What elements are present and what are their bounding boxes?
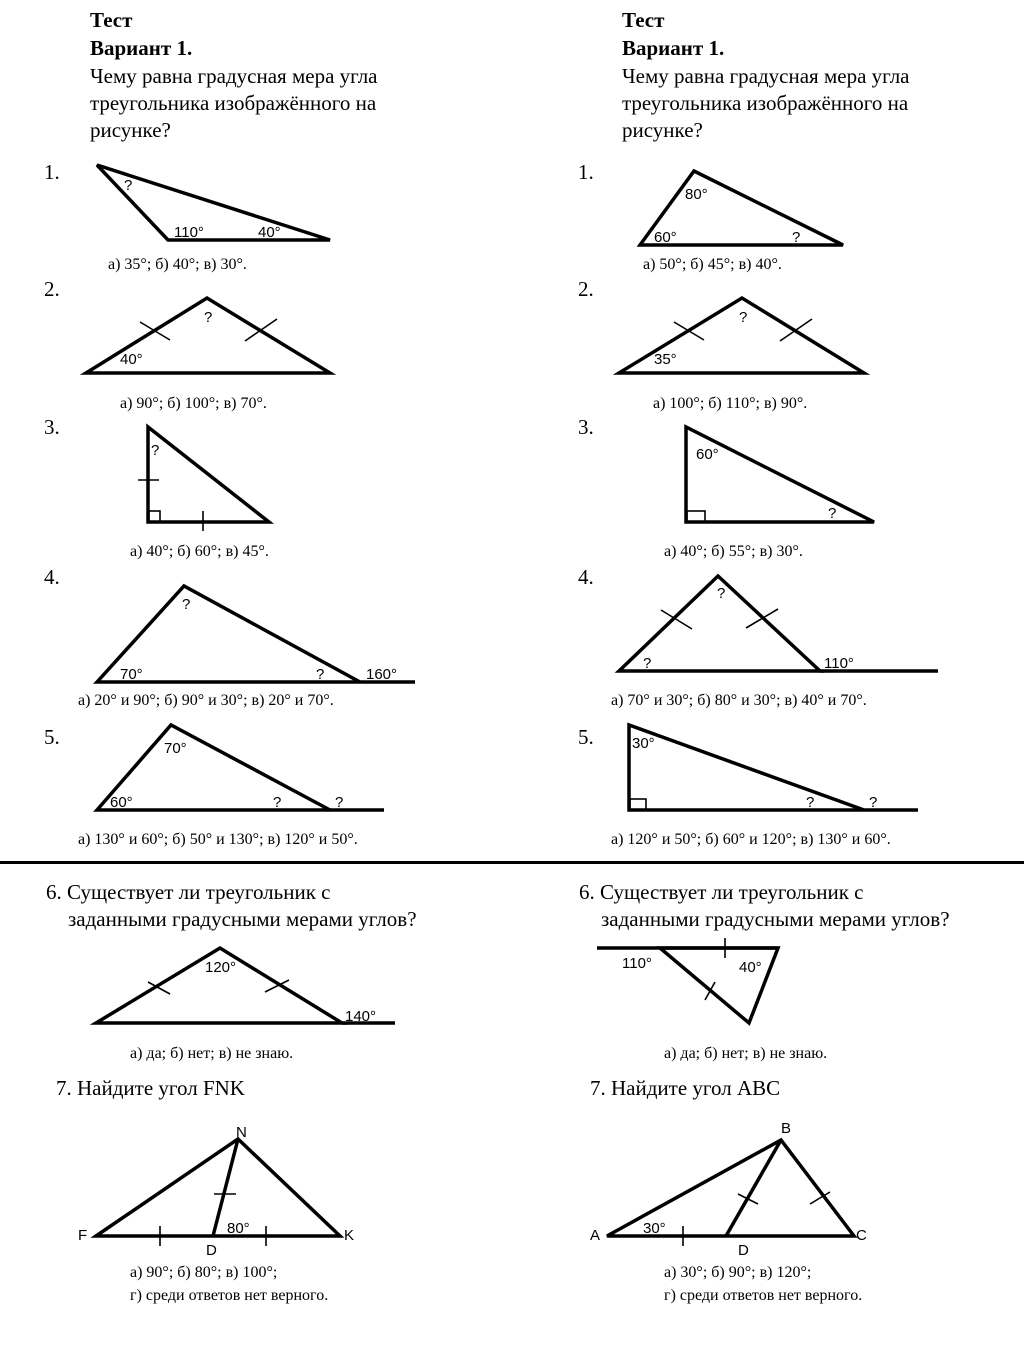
- left-variant-title: Вариант 1.: [90, 36, 193, 60]
- right-item-number: 3.: [578, 415, 594, 439]
- right-fig3-triangle: [686, 427, 874, 522]
- right-q7-answers: а) 30°; б) 90°; в) 120°;: [664, 1264, 812, 1281]
- left-item-number: 4.: [44, 565, 60, 589]
- left-q7-answers: а) 90°; б) 80°; в) 100°;: [130, 1264, 278, 1281]
- right-q6-answers: а) да; б) нет; в) не знаю.: [664, 1045, 828, 1062]
- left-fig3-label: ?: [151, 442, 160, 459]
- left-q6-answers: а) да; б) нет; в) не знаю.: [130, 1045, 294, 1062]
- right-fig2-label: 35°: [654, 351, 677, 368]
- right-q7-answers: г) среди ответов нет верного.: [664, 1287, 863, 1304]
- left-fig5-label: ?: [273, 794, 282, 811]
- left-q7-text: 7. Найдите угол FNK: [56, 1076, 245, 1100]
- left-item-answers: а) 20° и 90°; б) 90° и 30°; в) 20° и 70°.: [78, 692, 334, 709]
- left-fig1-label: 40°: [258, 224, 281, 241]
- right-item-answers: а) 40°; б) 55°; в) 30°.: [664, 543, 803, 560]
- left-q6-text: 6. Существует ли треугольник с: [46, 880, 331, 904]
- left-fig7-label: 80°: [227, 1220, 250, 1237]
- left-fig4-label: ?: [316, 666, 325, 683]
- right-fig3-label: ?: [828, 505, 837, 522]
- left-question-line: Чему равна градусная мера угла: [90, 64, 378, 88]
- right-item-answers: а) 70° и 30°; б) 80° и 30°; в) 40° и 70°.: [611, 692, 867, 709]
- left-fig6-label: 120°: [205, 959, 237, 976]
- left-fig6-label: 140°: [345, 1008, 377, 1025]
- right-item-number: 4.: [578, 565, 594, 589]
- left-item-number: 5.: [44, 725, 60, 749]
- left-test-title: Тест: [90, 8, 133, 32]
- left-fig7-label: K: [344, 1227, 355, 1244]
- right-fig5-label: ?: [869, 794, 878, 811]
- left-item-answers: а) 35°; б) 40°; в) 30°.: [108, 256, 247, 273]
- right-fig7-label: B: [781, 1120, 792, 1137]
- right-question-line: Чему равна градусная мера угла: [622, 64, 910, 88]
- left-fig7-label: F: [78, 1227, 88, 1244]
- left-item-answers: а) 40°; б) 60°; в) 45°.: [130, 543, 269, 560]
- right-fig7-label: 30°: [643, 1220, 666, 1237]
- right-question-line: треугольника изображённого на: [622, 91, 909, 115]
- right-fig4-label: ?: [717, 585, 726, 602]
- left-item-answers: а) 90°; б) 100°; в) 70°.: [120, 395, 267, 412]
- right-question-line: рисунке?: [622, 118, 703, 142]
- left-item-number: 3.: [44, 415, 60, 439]
- right-item-number: 5.: [578, 725, 594, 749]
- left-fig4-label: 160°: [366, 666, 398, 683]
- right-fig7-label: D: [738, 1242, 749, 1259]
- right-q7-text: 7. Найдите угол ABC: [590, 1076, 781, 1100]
- right-fig5-triangle: [629, 725, 864, 810]
- right-item-answers: а) 120° и 50°; б) 60° и 120°; в) 130° и 60°.: [611, 831, 891, 848]
- right-item-answers: а) 50°; б) 45°; в) 40°.: [643, 256, 782, 273]
- left-fig3-triangle: [148, 427, 269, 522]
- right-fig7-label: C: [856, 1227, 867, 1244]
- left-fig7-label: N: [236, 1124, 247, 1141]
- right-item-number: 2.: [578, 277, 594, 301]
- left-fig5-label: 60°: [110, 794, 133, 811]
- right-fig1-label: 60°: [654, 229, 677, 246]
- right-q6-text: 6. Существует ли треугольник с: [579, 880, 864, 904]
- section-divider: [0, 861, 1024, 864]
- right-q6-text: заданными градусными мерами углов?: [601, 907, 950, 931]
- left-fig5-label: ?: [335, 794, 344, 811]
- right-fig7-label: A: [590, 1227, 601, 1244]
- right-fig5-label: ?: [806, 794, 815, 811]
- left-question-line: треугольника изображённого на: [90, 91, 377, 115]
- right-test-title: Тест: [622, 8, 665, 32]
- right-fig5-label: 30°: [632, 735, 655, 752]
- right-item-number: 1.: [578, 160, 594, 184]
- left-fig4-label: 70°: [120, 666, 143, 683]
- left-item-answers: а) 130° и 60°; б) 50° и 130°; в) 120° и 50°.: [78, 831, 358, 848]
- right-fig3-label: 60°: [696, 446, 719, 463]
- left-fig5-label: 70°: [164, 740, 187, 757]
- left-fig2-label: 40°: [120, 351, 143, 368]
- left-q7-answers: г) среди ответов нет верного.: [130, 1287, 329, 1304]
- left-fig4-label: ?: [182, 596, 191, 613]
- left-fig7-label: D: [206, 1242, 217, 1259]
- left-item-number: 2.: [44, 277, 60, 301]
- left-fig1-label: ?: [124, 177, 133, 194]
- right-fig6-label: 40°: [739, 959, 762, 976]
- right-fig1-label: 80°: [685, 186, 708, 203]
- right-fig6-label: 110°: [622, 955, 652, 972]
- left-q6-text: заданными градусными мерами углов?: [68, 907, 417, 931]
- right-fig4-label: 110°: [824, 655, 854, 672]
- left-fig2-label: ?: [204, 309, 213, 326]
- right-variant-title: Вариант 1.: [622, 36, 725, 60]
- right-fig4-label: ?: [643, 655, 652, 672]
- left-fig1-label: 110°: [174, 224, 204, 241]
- left-question-line: рисунке?: [90, 118, 171, 142]
- right-item-answers: а) 100°; б) 110°; в) 90°.: [653, 395, 808, 412]
- right-fig2-label: ?: [739, 309, 748, 326]
- right-fig1-label: ?: [792, 229, 801, 246]
- left-item-number: 1.: [44, 160, 60, 184]
